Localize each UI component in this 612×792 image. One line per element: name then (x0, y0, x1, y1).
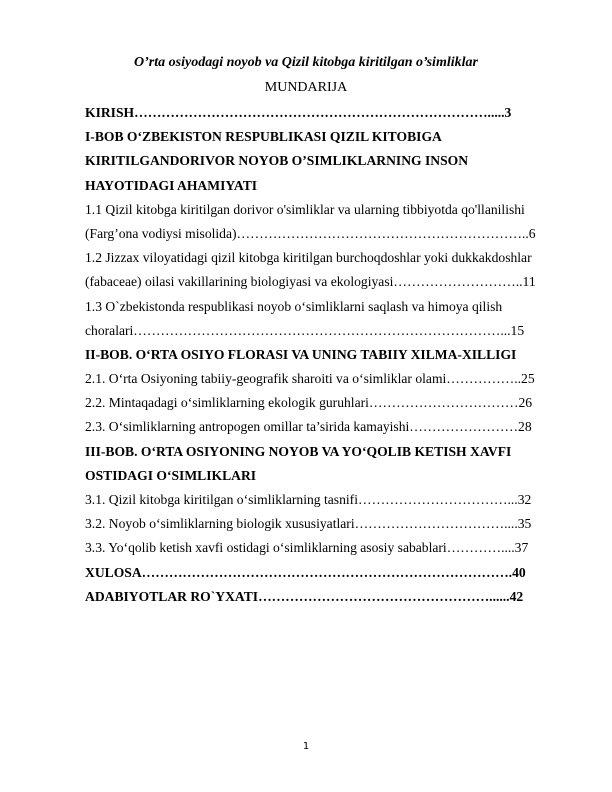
toc-line: choralari………………………………………………………………………...15 (85, 322, 525, 338)
toc-line: 2.1. O‘rta Osiyoning tabiiy-geografik sharoiti va o‘simliklar olami……………..25 (85, 371, 535, 387)
table-of-contents (85, 101, 555, 609)
toc-line: KIRISH…………………………………………………………………….....3 (85, 105, 512, 120)
toc-line: 2.2. Mintaqadagi o‘simliklarning ekologik guruhlari……………………………26 (85, 395, 533, 411)
toc-line: 3.2. Noyob o‘simliklarning biologik xususiyatlari……………………………....35 (85, 516, 532, 532)
toc-line: 1.3 O`zbekistonda respublikasi noyob o‘simliklarni saqlash va himoya qilish (85, 298, 503, 314)
toc-line: 3.1. Qizil kitobga kiritilgan o‘simliklarning tasnifi……………………………...32 (85, 492, 532, 507)
toc-line: 3.3. Yo‘qolib ketish xavfi ostidagi o‘simliklarning asosiy sabablari…………....37 (85, 540, 529, 556)
toc-heading: MUNDARIJA (264, 80, 348, 95)
page-number: 1 (302, 741, 310, 752)
toc-line: HAYOTIDAGI AHAMIYATI (85, 177, 258, 193)
toc-line: I-BOB O‘ZBEKISTON RESPUBLIKASI QIZIL KITOBIGA (85, 129, 442, 145)
toc-line: XULOSA……………………………………………………………………….40 (85, 564, 526, 580)
toc-line: ADABIYOTLAR RO`YXATI……………………………………………......42 (85, 588, 524, 604)
toc-line: KIRITILGANDORIVOR NOYOB O’SIMLIKLARNING INSON (85, 153, 469, 169)
toc-line: III-BOB. O‘RTA OSIYONING NOYOB VA YO‘QOLIB KETISH XAVFI (85, 443, 512, 459)
toc-line: 2.3. O‘simliklarning antropogen omillar ta’sirida kamayishi……………………28 (85, 419, 532, 435)
toc-line: II-BOB. O‘RTA OSIYO FLORASI VA UNING TABIIY XILMA-XILLIGI (85, 346, 517, 362)
toc-line: (Farg’ona vodiysi misolida)………………………………………………………..6 (85, 225, 536, 241)
toc-line: OSTIDAGI O‘SIMLIKLARI (85, 467, 257, 483)
toc-line: (fabaceae) oilasi vakillarining biologiyasi va ekologiyasi………………………..11 (85, 274, 536, 290)
toc-line: 1.2 Jizzax viloyatidagi qizil kitobga kiritilgan burchoqdoshlar yoki dukkakdoshlar (85, 250, 532, 266)
toc-line: 1.1 Qizil kitobga kiritilgan dorivor o'simliklar va ularning tibbiyotda qo'llanilishi (85, 201, 525, 217)
document-title: O’rta osiyodagi noyob va Qizil kitobga kiritilgan o’simliklar (134, 55, 478, 70)
